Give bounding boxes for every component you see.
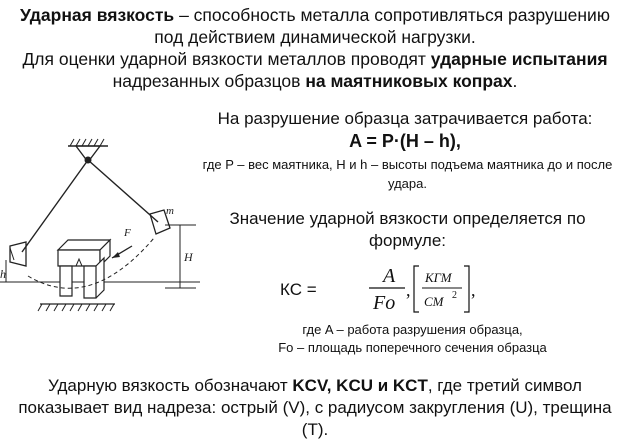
impact-formula-intro: Значение ударной вязкости определяется по формуле: (229, 209, 586, 250)
label-H: H (184, 250, 193, 264)
unit-exponent: 2 (452, 290, 457, 301)
pendulum-diagram (0, 118, 205, 333)
anvil-left (60, 266, 72, 296)
comma-end: , (471, 280, 476, 300)
intro-line2-start: Для оценки ударной вязкости металлов проводят (22, 49, 431, 69)
formula-legend (220, 321, 605, 357)
outro-end: , где третий символ показывает вид надреза: острый (V), с радиусом закругления (U), трещина (T). (18, 376, 612, 439)
unit-denominator: СМ (424, 294, 444, 309)
intro-line2-end: . (512, 71, 518, 91)
frac-denominator: Fo (373, 292, 396, 314)
bracket-right (464, 266, 469, 312)
label-h: h (0, 267, 6, 281)
bracket-left (414, 266, 419, 312)
label-F: F (124, 227, 131, 239)
legend-a: где A – работа разрушения образца, (302, 322, 523, 337)
impact-tests-term: ударные испытания (430, 49, 608, 69)
comma-sep: , (406, 280, 411, 300)
outro-start: Ударную вязкость обозначают (48, 376, 293, 395)
pendulum-term: на маятниковых копрах (305, 71, 513, 91)
kc-formula-fraction (365, 260, 485, 320)
label-m: m (166, 205, 174, 217)
ceiling-hatch (70, 139, 104, 146)
base-hatch (38, 304, 114, 311)
work-formula: A = P·(H – h), (349, 131, 461, 151)
intro-paragraph (20, 4, 610, 92)
work-explanation: где P – вес маятника, H и h – высоты подъема маятника до и после удара. (202, 157, 613, 191)
pendulum-arm-right (88, 160, 158, 222)
frac-numerator: A (383, 265, 396, 287)
term-impact-strength: Ударная вязкость (20, 5, 175, 25)
pendulum-arm-left (22, 160, 88, 252)
intro-line2-mid: надрезанных образцов (112, 71, 306, 91)
kc-label: КС = (280, 280, 317, 299)
work-text: На разрушение образца затрачивается работа: (217, 109, 593, 128)
outro-paragraph (10, 375, 620, 441)
definition-text: – способность металла сопротивляться разрушению под действием динамической нагрузки. (154, 5, 610, 47)
legend-fo: Fo – площадь поперечного сечения образца (278, 340, 547, 355)
kc-codes: KCV, KCU и KCT (292, 376, 428, 395)
unit-numerator: КГМ (425, 270, 452, 285)
